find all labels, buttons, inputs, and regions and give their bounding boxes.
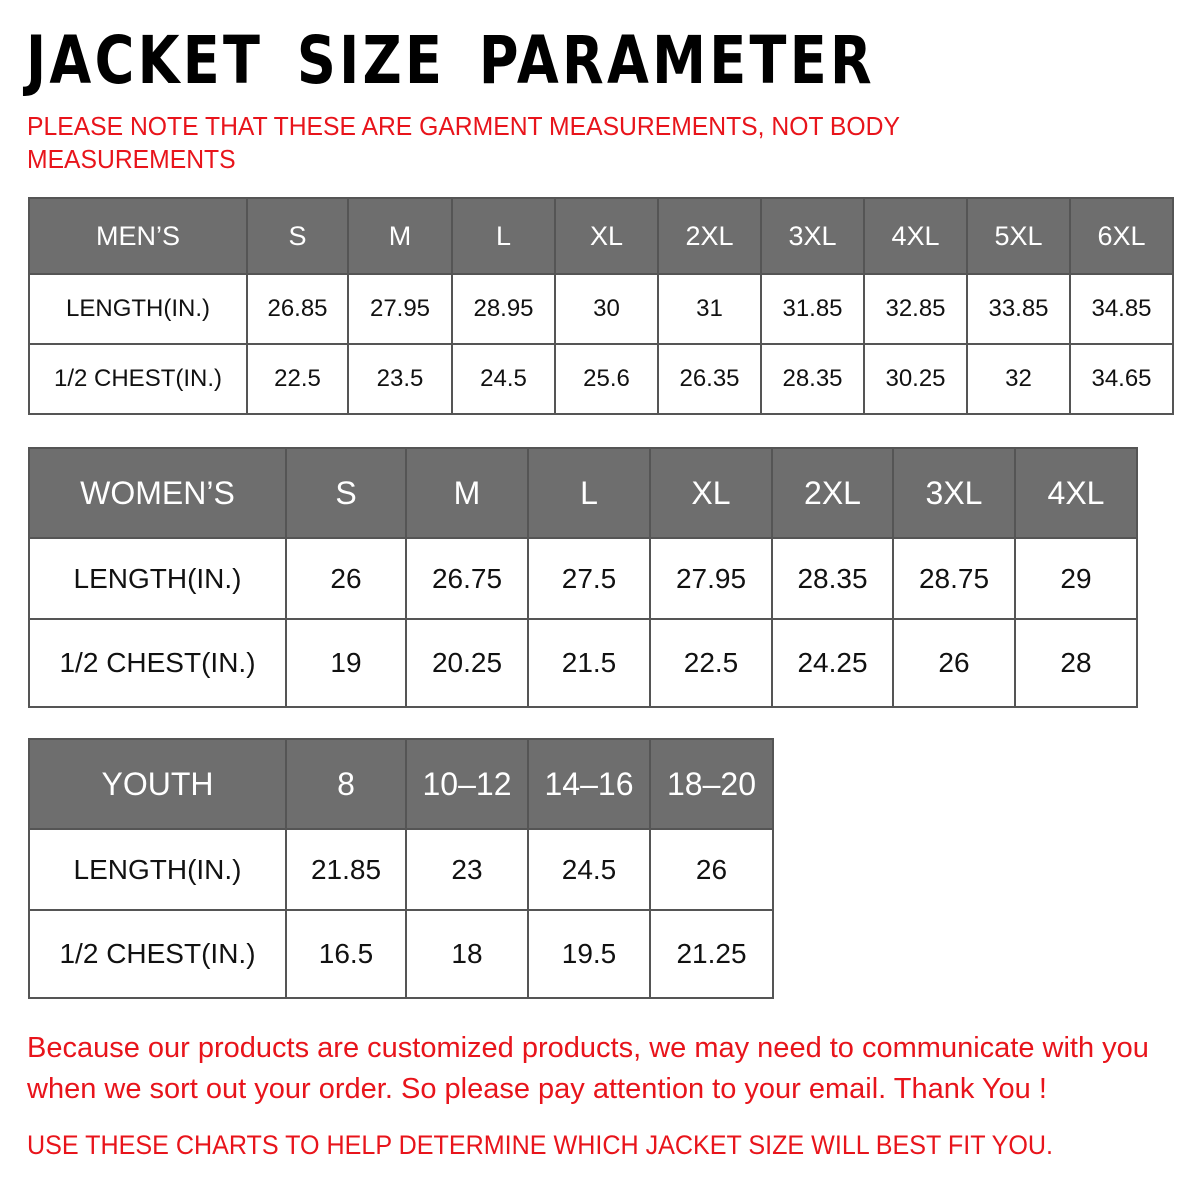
size-header: 10–12 <box>406 739 528 829</box>
measurement-cell: 27.95 <box>650 538 772 619</box>
row-label: LENGTH(IN.) <box>29 829 286 910</box>
measurement-cell: 32 <box>967 344 1070 414</box>
size-header: S <box>247 198 348 274</box>
measurement-cell: 33.85 <box>967 274 1070 344</box>
measurement-cell: 30 <box>555 274 658 344</box>
measurement-cell: 26.85 <box>247 274 348 344</box>
row-label: LENGTH(IN.) <box>29 274 247 344</box>
measurement-cell: 27.5 <box>528 538 650 619</box>
measurement-cell: 26 <box>650 829 773 910</box>
measurement-cell: 16.5 <box>286 910 406 998</box>
measurement-cell: 21.5 <box>528 619 650 707</box>
size-hint: USE THESE CHARTS TO HELP DETERMINE WHICH JACKET SIZE WILL BEST FIT YOU. <box>27 1130 1054 1160</box>
page-title: JACKET SIZE PARAMETER <box>26 22 875 99</box>
row-label: 1/2 CHEST(IN.) <box>29 344 247 414</box>
mens-size-table <box>28 197 1174 415</box>
table-row <box>29 274 1173 344</box>
size-header: XL <box>650 448 772 538</box>
youth-size-table <box>28 738 774 999</box>
size-header: 8 <box>286 739 406 829</box>
measurement-cell: 24.5 <box>528 829 650 910</box>
size-header: XL <box>555 198 658 274</box>
header-row <box>29 739 773 829</box>
size-header: M <box>348 198 452 274</box>
measurement-cell: 23 <box>406 829 528 910</box>
measurement-cell: 24.25 <box>772 619 893 707</box>
measurement-cell: 26 <box>286 538 406 619</box>
measurement-cell: 26 <box>893 619 1015 707</box>
measurement-cell: 19 <box>286 619 406 707</box>
header-row <box>29 198 1173 274</box>
size-header: 6XL <box>1070 198 1173 274</box>
measurement-cell: 32.85 <box>864 274 967 344</box>
table-row <box>29 829 773 910</box>
measurement-cell: 28.75 <box>893 538 1015 619</box>
size-header: 4XL <box>864 198 967 274</box>
measurement-cell: 28 <box>1015 619 1137 707</box>
size-header: 3XL <box>761 198 864 274</box>
measurement-cell: 26.35 <box>658 344 761 414</box>
size-header: L <box>452 198 555 274</box>
table-row <box>29 910 773 998</box>
measurement-cell: 31 <box>658 274 761 344</box>
table-label: WOMEN’S <box>29 448 286 538</box>
measurement-cell: 21.85 <box>286 829 406 910</box>
table-row <box>29 619 1137 707</box>
measurement-cell: 26.75 <box>406 538 528 619</box>
table-label: YOUTH <box>29 739 286 829</box>
size-header: 14–16 <box>528 739 650 829</box>
measurement-cell: 22.5 <box>650 619 772 707</box>
size-header: 18–20 <box>650 739 773 829</box>
measurement-cell: 28.35 <box>772 538 893 619</box>
measurement-cell: 22.5 <box>247 344 348 414</box>
measurement-cell: 27.95 <box>348 274 452 344</box>
womens-size-table <box>28 447 1138 708</box>
measurement-cell: 34.65 <box>1070 344 1173 414</box>
measurement-note: PLEASE NOTE THAT THESE ARE GARMENT MEASUREMENTS, NOT BODY MEASUREMENTS <box>27 111 900 174</box>
table-label: MEN’S <box>29 198 247 274</box>
header-row <box>29 448 1137 538</box>
measurement-cell: 20.25 <box>406 619 528 707</box>
measurement-cell: 18 <box>406 910 528 998</box>
measurement-cell: 28.35 <box>761 344 864 414</box>
measurement-cell: 30.25 <box>864 344 967 414</box>
measurement-cell: 34.85 <box>1070 274 1173 344</box>
size-header: 3XL <box>893 448 1015 538</box>
measurement-cell: 28.95 <box>452 274 555 344</box>
size-header: 4XL <box>1015 448 1137 538</box>
row-label: LENGTH(IN.) <box>29 538 286 619</box>
size-header: S <box>286 448 406 538</box>
measurement-cell: 25.6 <box>555 344 658 414</box>
size-header: 5XL <box>967 198 1070 274</box>
table-row <box>29 344 1173 414</box>
row-label: 1/2 CHEST(IN.) <box>29 619 286 707</box>
measurement-cell: 29 <box>1015 538 1137 619</box>
measurement-cell: 21.25 <box>650 910 773 998</box>
measurement-cell: 31.85 <box>761 274 864 344</box>
measurement-cell: 19.5 <box>528 910 650 998</box>
size-header: L <box>528 448 650 538</box>
measurement-cell: 24.5 <box>452 344 555 414</box>
size-header: 2XL <box>772 448 893 538</box>
row-label: 1/2 CHEST(IN.) <box>29 910 286 998</box>
customization-message: Because our products are customized products, we may need to communicate with you when we sort out your order. So please pay attention to your email. Thank You ! <box>27 1032 1149 1105</box>
measurement-cell: 23.5 <box>348 344 452 414</box>
size-header: 2XL <box>658 198 761 274</box>
table-row <box>29 538 1137 619</box>
size-header: M <box>406 448 528 538</box>
